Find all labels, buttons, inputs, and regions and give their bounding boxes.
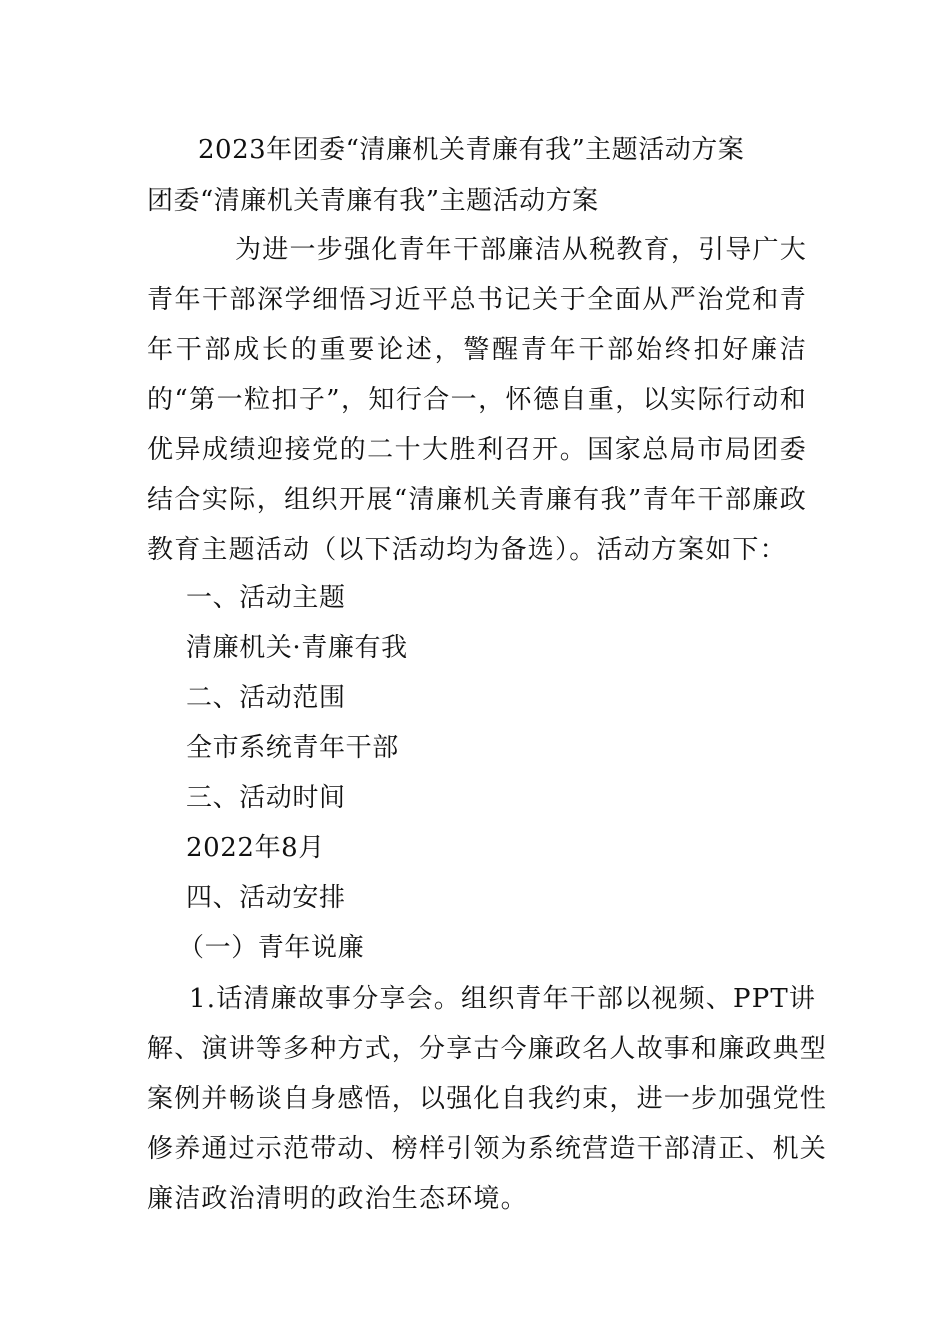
section-scope-value: 全市系统青年干部: [186, 733, 399, 763]
item-1-paragraph: 1.话清廉故事分享会。组织青年干部以视频、PPT讲解、演讲等多种方式，分享古今廉政名人故事和廉政典型案例并畅谈自身感悟，以强化自我约束，进一步加强党性修养通过示范带动、榜样引领为系统营造干部清正、机关廉洁政治清明的政治生态环境。: [147, 984, 828, 1214]
section-time-heading: 三、活动时间: [186, 783, 346, 813]
section-arrangement-heading: 四、活动安排: [186, 883, 346, 913]
document-subtitle: 团委“清廉机关青廉有我”主题活动方案: [147, 186, 599, 216]
section-time-value: 2022年8月: [186, 833, 325, 863]
section-theme-value: 清廉机关·青廉有我: [186, 633, 408, 663]
intro-paragraph: 为进一步强化青年干部廉洁从税教育，引导广大青年干部深学细悟习近平总书记关于全面从严治党和青年干部成长的重要论述，警醒青年干部始终扣好廉洁的“第一粒扣子”，知行合一，怀德自重，以实际行动和优异成绩迎接党的二十大胜利召开。国家总局市局团委结合实际，组织开展“清廉机关青廉有我”青年干部廉政教育主题活动（以下活动均为备选）。活动方案如下：: [147, 235, 807, 565]
subsection-heading-1: （一）青年说廉: [178, 933, 365, 963]
section-scope-heading: 二、活动范围: [186, 683, 346, 713]
document-title: 2023年团委“清廉机关青廉有我”主题活动方案: [198, 135, 745, 165]
section-theme-heading: 一、活动主题: [186, 583, 346, 613]
